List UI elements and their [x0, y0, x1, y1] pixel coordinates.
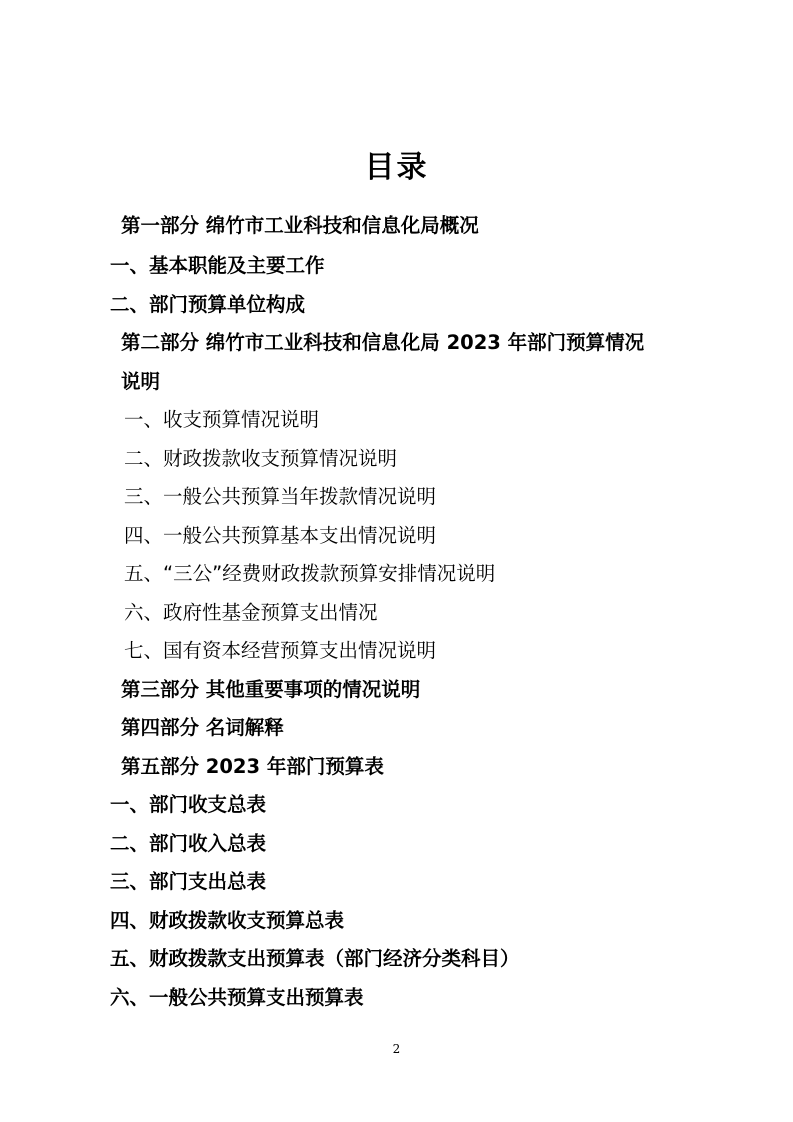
toc-part3-heading: 第三部分 其他重要事项的情况说明: [121, 678, 421, 701]
toc-part4-heading: 第四部分 名词解释: [121, 716, 284, 739]
toc-part2-item-6: 六、政府性基金预算支出情况: [124, 601, 378, 624]
toc-part2-heading-line1: 第二部分 绵竹市工业科技和信息化局 2023 年部门预算情况: [121, 331, 645, 354]
toc-part2-item-7: 七、国有资本经营预算支出情况说明: [124, 639, 437, 662]
toc-part5-item-1: 一、部门收支总表: [110, 793, 267, 816]
toc-part2-item-3: 三、一般公共预算当年拨款情况说明: [124, 485, 437, 508]
toc-part5-item-3: 三、部门支出总表: [110, 870, 267, 893]
page-number: 2: [392, 1042, 401, 1056]
toc-part2-item-4: 四、一般公共预算基本支出情况说明: [124, 524, 437, 547]
toc-part5-item-6: 六、一般公共预算支出预算表: [110, 986, 364, 1009]
toc-part2-heading-line2: 说明: [121, 370, 161, 393]
toc-part1-heading: 第一部分 绵竹市工业科技和信息化局概况: [121, 214, 479, 237]
toc-part2-item-2: 二、财政拨款收支预算情况说明: [124, 447, 398, 470]
toc-part2-item-1: 一、收支预算情况说明: [124, 408, 320, 431]
toc-part1-item-2: 二、部门预算单位构成: [110, 293, 306, 316]
toc-part5-item-5: 五、财政拨款支出预算表（部门经济分类科目）: [110, 947, 520, 970]
toc-part2-item-5: 五、“三公”经费财政拨款预算安排情况说明: [124, 562, 496, 585]
toc-part5-item-4: 四、财政拨款收支预算总表: [110, 909, 345, 932]
toc-part5-heading: 第五部分 2023 年部门预算表: [121, 755, 384, 778]
page-title: 目录: [364, 150, 429, 185]
toc-part5-item-2: 二、部门收入总表: [110, 832, 267, 855]
toc-part1-item-1: 一、基本职能及主要工作: [110, 254, 325, 277]
